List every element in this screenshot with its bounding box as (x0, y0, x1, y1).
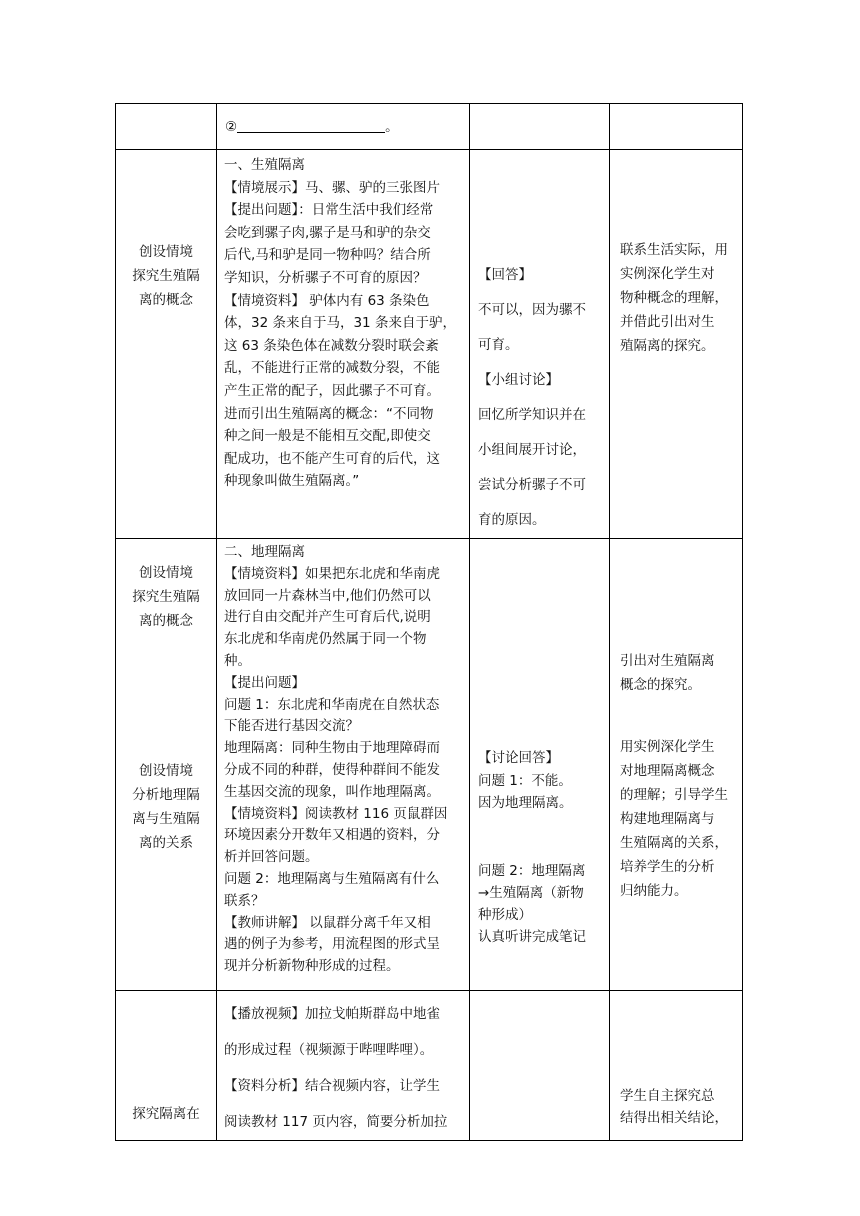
content-line: 【播放视频】加拉戈帕斯群岛中地雀 (224, 1006, 440, 1022)
intent-cell (610, 539, 743, 991)
stage-text: 创设情境 (139, 565, 193, 581)
content-line: 二、地理隔离 (224, 544, 305, 560)
content-line: 【提出问题】：日常生活中我们经常 (224, 202, 434, 219)
content-line: 会吃到骡子肉,骡子是马和驴的杂交 (224, 224, 431, 241)
intent-line: 联系生活实际，用 (620, 242, 728, 258)
content-line: 问题 2：地理隔离与生殖隔离有什么 (224, 870, 440, 887)
student-line: 育的原因。 (478, 512, 546, 528)
stage-text: 离与生殖隔 (132, 811, 200, 827)
intent-line: 生殖隔离的关系， (620, 835, 728, 851)
student-cell (470, 104, 610, 150)
content-line: 【情境展示】马、骡、驴的三张图片 (224, 179, 440, 196)
content-line: 进行自由交配并产生可育后代,说明 (224, 609, 431, 626)
student-line: 不可以，因为骡不 (478, 302, 586, 318)
student-line: 问题 1：不能。 (478, 772, 572, 789)
content-line: 体，32 条来自于马，31 条来自于驴， (224, 315, 456, 332)
content-line: 环境因素分开数年又相遇的资料，分 (224, 827, 440, 844)
table-row (116, 539, 743, 991)
stage-text: 分析地理隔 (132, 787, 200, 803)
stage-cell (116, 991, 217, 1141)
content-cell (217, 539, 470, 991)
intent-line: 学生自主探究总 (620, 1088, 715, 1104)
intent-line: 培养学生的分析 (620, 859, 715, 875)
table-row (116, 150, 743, 539)
student-cell (470, 150, 610, 539)
stage-cell (116, 104, 217, 150)
student-line: 尝试分析骡子不可 (478, 477, 586, 493)
stage-text: 离的概念 (139, 292, 193, 308)
stage-text: 离的概念 (139, 613, 193, 629)
student-line: 问题 2：地理隔离 (478, 862, 586, 879)
stage-text: 创设情境 (139, 244, 193, 260)
content-line: 【情境资料】如果把东北虎和华南虎 (224, 565, 440, 582)
content-line: 生基因交流的现象，叫作地理隔离。 (224, 783, 440, 800)
content-line: 遇的例子为参考，用流程图的形式呈 (224, 936, 440, 953)
intent-cell (610, 991, 743, 1141)
stage-text: 探究生殖隔 (132, 589, 200, 605)
intent-line: 概念的探究。 (620, 677, 701, 693)
table-row (116, 991, 743, 1141)
stage-text: 创设情境 (139, 763, 193, 779)
fill-blank (237, 118, 385, 133)
content-line: 东北虎和华南虎仍然属于同一个物 (224, 631, 427, 648)
student-line: 可育。 (478, 337, 519, 353)
content-cell (217, 104, 470, 150)
content-line: 联系？ (224, 892, 265, 909)
intent-cell (610, 150, 743, 539)
content-cell (217, 991, 470, 1141)
intent-line: 结得出相关结论， (620, 1110, 728, 1126)
content-line: 乱，不能进行正常的减数分裂，不能 (224, 360, 440, 377)
content-line: 【教师讲解】 以鼠群分离千年又相 (224, 914, 431, 931)
student-line: →生殖隔离（新物 (478, 884, 584, 901)
content-line: 问题 1：东北虎和华南虎在自然状态 (224, 696, 440, 713)
content-line: 这 63 条染色体在减数分裂时联会紊 (224, 337, 439, 354)
content-line: 【资料分析】结合视频内容，让学生 (224, 1078, 440, 1094)
student-line: 【回答】 (478, 267, 532, 283)
table-row (116, 104, 743, 150)
stage-text: 离的关系 (139, 835, 193, 851)
content-line: 配成功，也不能产生可育的后代，这 (224, 450, 440, 467)
intent-line: 殖隔离的探究。 (620, 338, 715, 354)
content-line: 地理隔离：同种生物由于地理障碍而 (224, 740, 440, 757)
content-line: 【提出问题】 (224, 674, 305, 691)
student-line: 小组间展开讨论， (478, 442, 586, 458)
stage-cell (116, 539, 217, 991)
content-line: 种现象叫做生殖隔离。” (224, 473, 360, 490)
student-line: 种形成） (478, 906, 532, 923)
student-line: 因为地理隔离。 (478, 795, 573, 811)
intent-line: 归纳能力。 (620, 883, 688, 899)
student-line: 认真听讲完成笔记 (478, 928, 586, 945)
content-line: 现并分析新物种形成的过程。 (224, 958, 400, 975)
intent-cell (610, 104, 743, 150)
content-line: 种。 (224, 652, 251, 669)
intent-line: 对地理隔离概念 (620, 763, 715, 779)
stage-text: 探究生殖隔 (132, 268, 200, 284)
content-line: 分成不同的种群，使得种群间不能发 (224, 761, 440, 778)
content-line: 产生正常的配子，因此骡子不可育。 (224, 382, 440, 399)
content-line: 进而引出生殖隔离的概念：“不同物 (224, 405, 434, 422)
content-line: 【情境资料】阅读教材 116 页鼠群因 (224, 805, 448, 822)
intent-line: 构建地理隔离与 (620, 811, 715, 827)
student-cell (470, 539, 610, 991)
content-line: 阅读教材 117 页内容，简要分析加拉 (224, 1114, 448, 1130)
content-line: 后代,马和驴是同一物种吗？结合所 (224, 247, 431, 264)
content-line: 的形成过程（视频源于哔哩哔哩）。 (224, 1042, 434, 1058)
student-line: 【讨论回答】 (478, 750, 559, 766)
stage-cell (116, 150, 217, 539)
content-line: 一、生殖隔离 (224, 157, 305, 173)
student-line: 回忆所学知识并在 (478, 407, 586, 423)
content-line: 放回同一片森林当中,他们仍然可以 (224, 587, 431, 604)
intent-line: 的理解；引导学生 (620, 787, 728, 803)
circled-number: ② (225, 119, 238, 135)
content-cell (217, 150, 470, 539)
student-cell (470, 991, 610, 1141)
content-line: 下能否进行基因交流？ (224, 718, 359, 735)
intent-line: 用实例深化学生 (620, 739, 715, 755)
content-line: 种之间一般是不能相互交配,即使交 (224, 428, 431, 445)
intent-line: 物种概念的理解， (620, 290, 728, 306)
stage-text: 探究隔离在 (132, 1106, 200, 1122)
intent-line: 并借此引出对生 (620, 314, 715, 330)
period: 。 (385, 119, 399, 135)
content-line: 学知识，分析骡子不可育的原因？ (224, 269, 427, 286)
intent-line: 引出对生殖隔离 (620, 653, 715, 669)
student-line: 【小组讨论】 (478, 372, 559, 388)
intent-line: 实例深化学生对 (620, 266, 715, 282)
content-line: 【情境资料】 驴体内有 63 条染色 (224, 292, 430, 309)
lesson-plan-table (115, 103, 743, 1141)
content-line: 析并回答问题。 (224, 849, 319, 866)
